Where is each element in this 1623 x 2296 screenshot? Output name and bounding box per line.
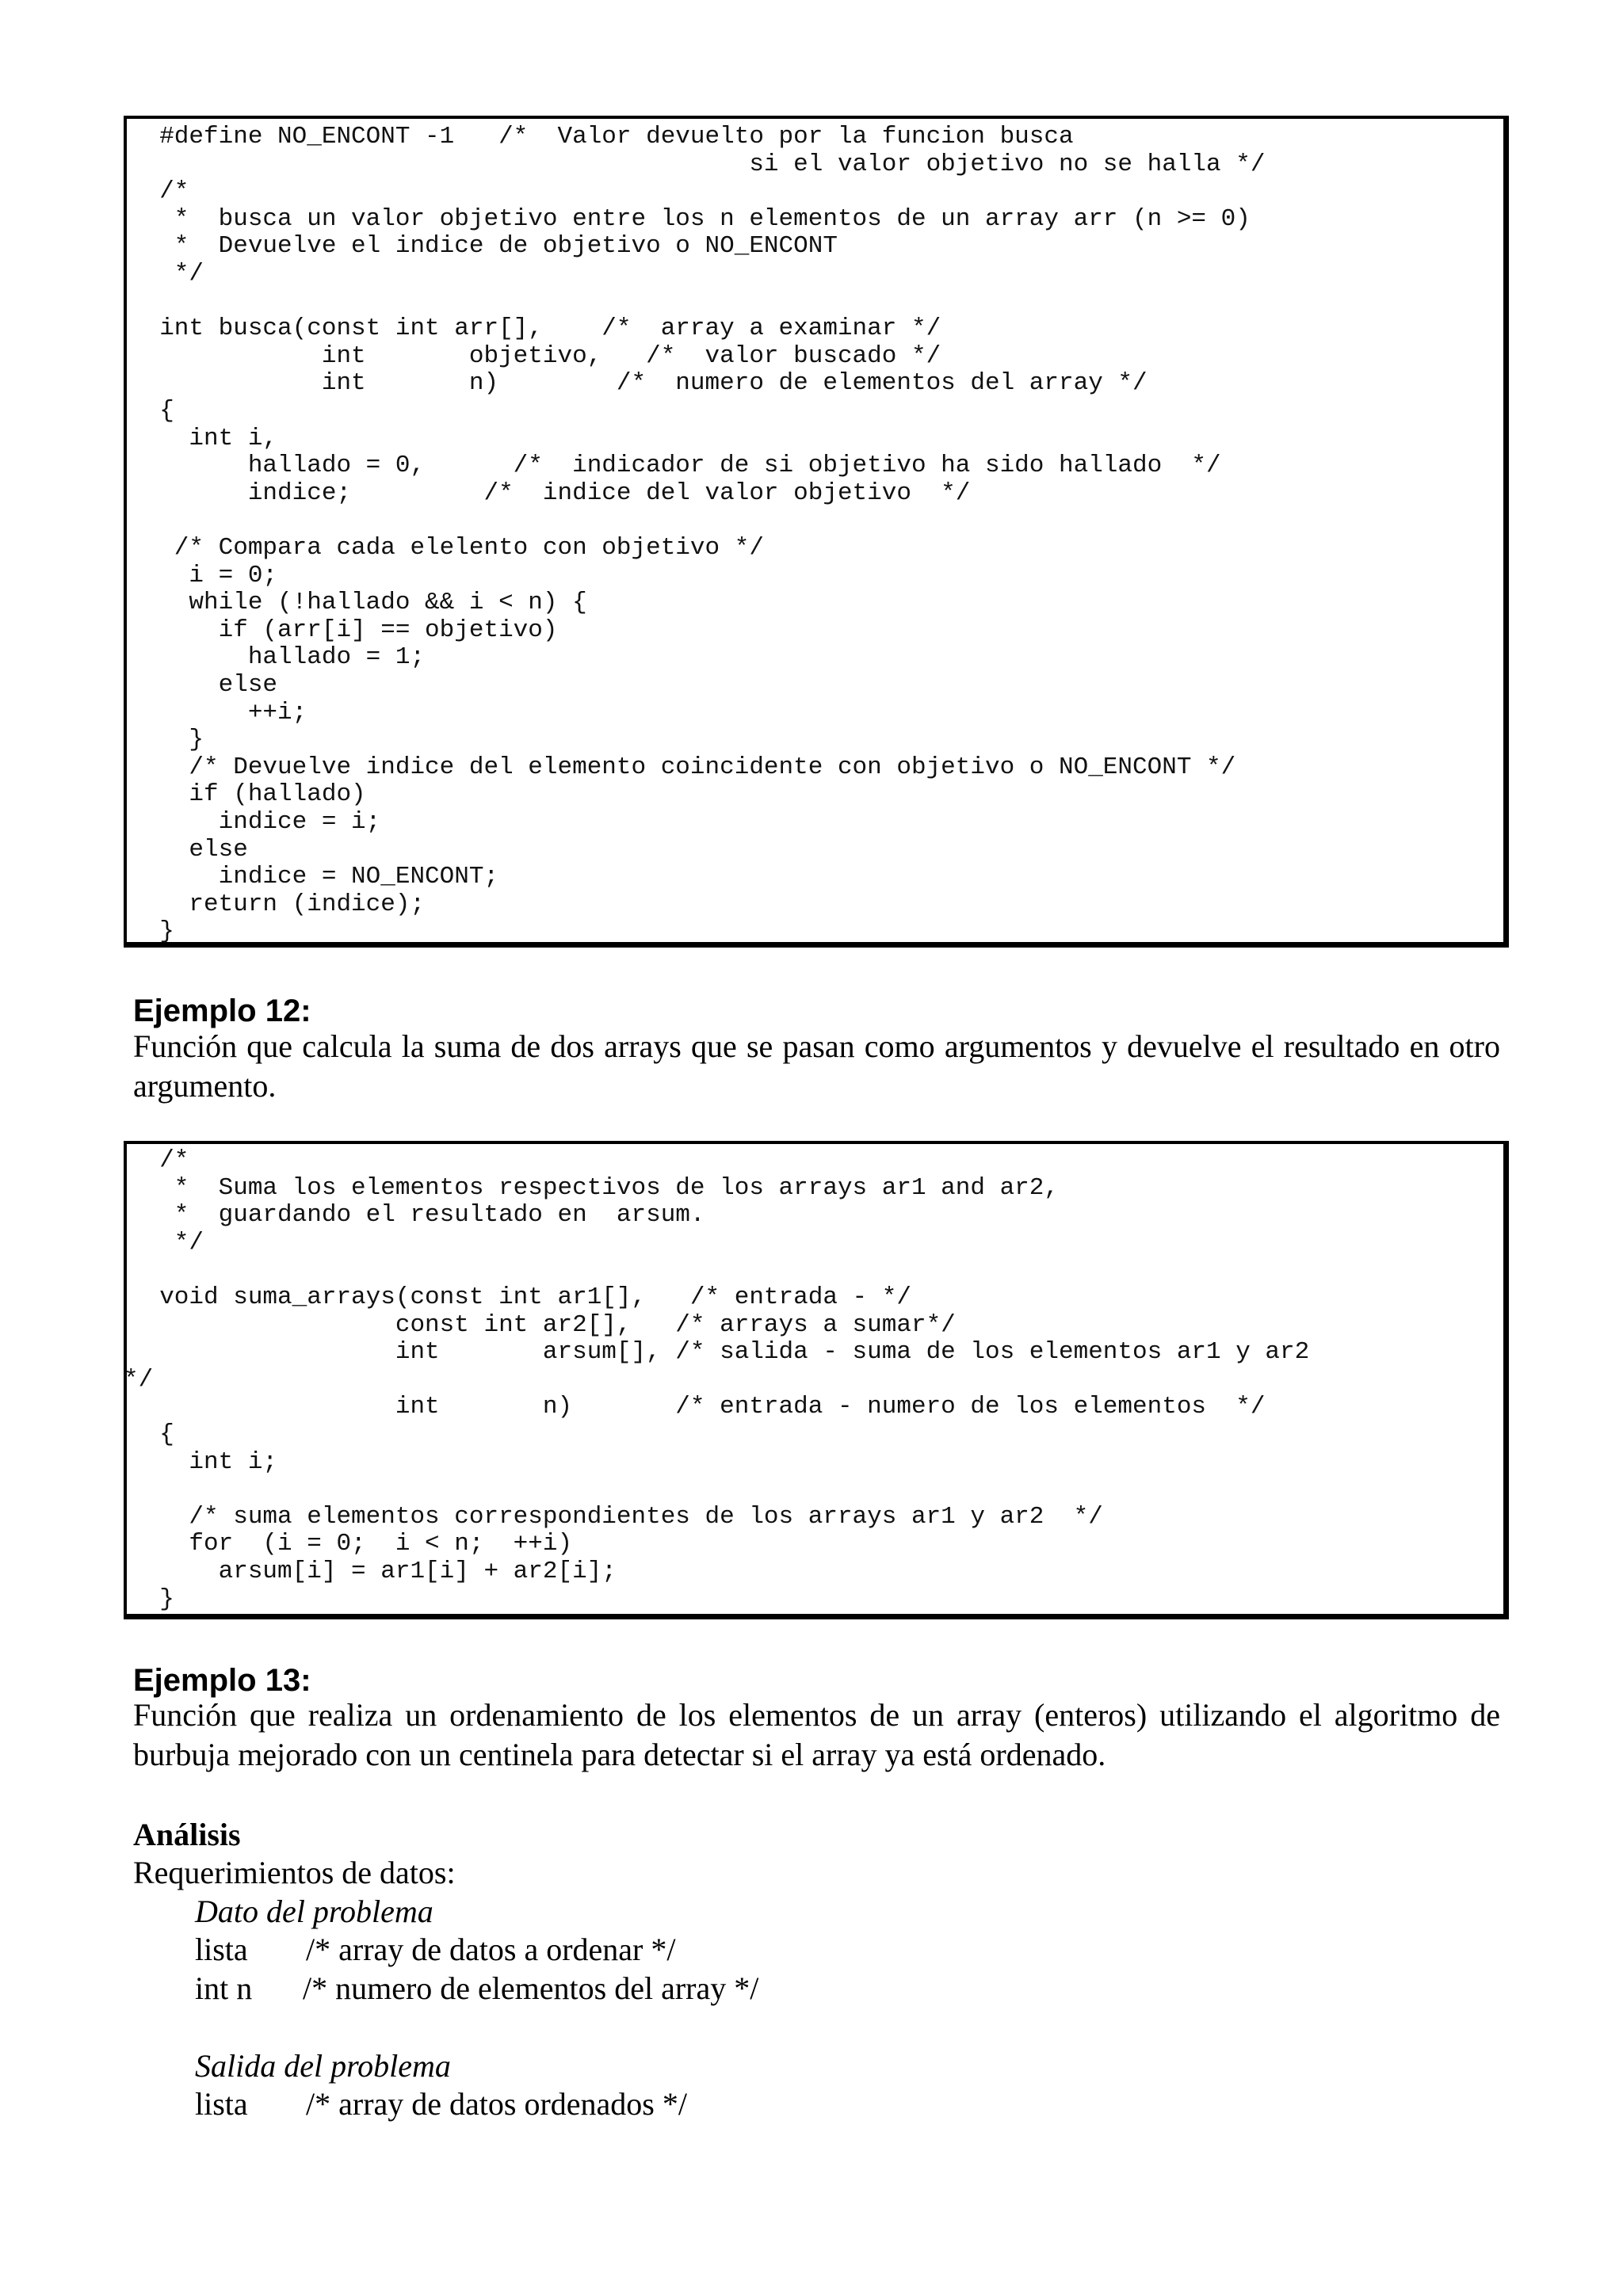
code-line: si el valor objetivo no se halla */ [130,150,1266,178]
code-line: /* Devuelve indice del elemento coincidente con objetivo o NO_ENCONT */ [130,753,1236,781]
code-line: */ [130,260,204,288]
code-line: hallado = 0, /* indicador de si objetivo ha sido hallado */ [130,452,1221,480]
code-line: /* Compara cada elelento con objetivo */ [130,534,764,562]
dato-item-comment: /* numero de elementos del array */ [303,1970,759,2006]
code-line: int n) /* entrada - numero de los elementos */ [130,1393,1266,1421]
code-line: /* suma elementos correspondientes de los arrays ar1 y ar2 */ [130,1502,1103,1531]
dato-del-problema-title: Dato del problema [195,1894,433,1929]
code-line: * busca un valor objetivo entre los n elementos de un array arr (n >= 0) [130,204,1251,233]
dato-item-comment: /* array de datos a ordenar */ [306,1932,676,1967]
code-line: int busca(const int arr[], /* array a examinar */ [130,315,941,343]
code-line: */ [130,1228,204,1257]
code-line: indice = NO_ENCONT; [130,863,499,891]
code-line: } [130,726,204,754]
code-line: int arsum[], /* salida - suma de los elementos ar1 y ar2 [130,1338,1310,1367]
code-line: int i; [130,1447,278,1476]
code-line: i = 0; [130,561,278,589]
code-line: void suma_arrays(const int ar1[], /* entrada - */ [130,1283,911,1311]
code-line: { [130,1421,174,1448]
code-line: if (hallado) [130,780,366,809]
code-block-busca [124,116,1509,948]
code-line: const int ar2[], /* arrays a sumar*/ [130,1310,956,1339]
dato-item-name: int n [195,1970,253,2006]
code-line: } [130,917,174,946]
code-line: * Devuelve el indice de objetivo o NO_ENCONT [130,232,838,261]
code-line: { [130,397,174,425]
ejemplo-13-heading: Ejemplo 13: [133,1663,311,1698]
code-line: arsum[i] = ar1[i] + ar2[i]; [130,1558,617,1585]
code-line: int i, [130,424,278,452]
code-line: else [130,835,248,864]
code-line: #define NO_ENCONT -1 /* Valor devuelto por la funcion busca [130,123,1074,151]
dato-item-name: lista [195,1932,248,1967]
salida-item-name: lista [195,2086,248,2122]
code-line: indice = i; [130,808,381,836]
code-line: hallado = 1; [130,643,426,672]
code-line: while (!hallado && i < n) { [130,589,587,617]
ejemplo-12-heading: Ejemplo 12: [133,994,311,1028]
code-line: ++i; [130,698,307,727]
code-line: else [130,671,278,699]
code-line: if (arr[i] == objetivo) [130,616,558,644]
ejemplo-12-description: Función que calcula la suma de dos arrays que se pasan como argumentos y devuelve el resultado en otro argumento. [133,1028,1500,1104]
requerimientos-label: Requerimientos de datos: [133,1855,456,1890]
salida-del-problema-title: Salida del problema [195,2048,451,2084]
code-line: int n) /* numero de elementos del array */ [130,369,1148,398]
code-line: /* [130,1146,189,1174]
code-line: */ [124,1365,154,1394]
ejemplo-13-description: Función que realiza un ordenamiento de los elementos de un array (enteros) utilizando el algoritmo de burbuja mejorado con un centinela para detectar si el array ya está ordenado. [133,1697,1500,1772]
code-line: } [130,1585,174,1613]
code-line: indice; /* indice del valor objetivo */ [130,479,971,507]
code-line: return (indice); [130,890,426,918]
code-line: int objetivo, /* valor buscado */ [130,341,941,370]
code-line: * Suma los elementos respectivos de los arrays ar1 and ar2, [130,1173,1059,1202]
code-block-suma-arrays [124,1141,1509,1619]
code-line: * guardando el resultado en arsum. [130,1201,705,1230]
code-line: /* [130,177,189,206]
salida-item-comment: /* array de datos ordenados */ [306,2086,687,2122]
code-line: for (i = 0; i < n; ++i) [130,1530,573,1558]
analisis-heading: Análisis [133,1817,241,1852]
